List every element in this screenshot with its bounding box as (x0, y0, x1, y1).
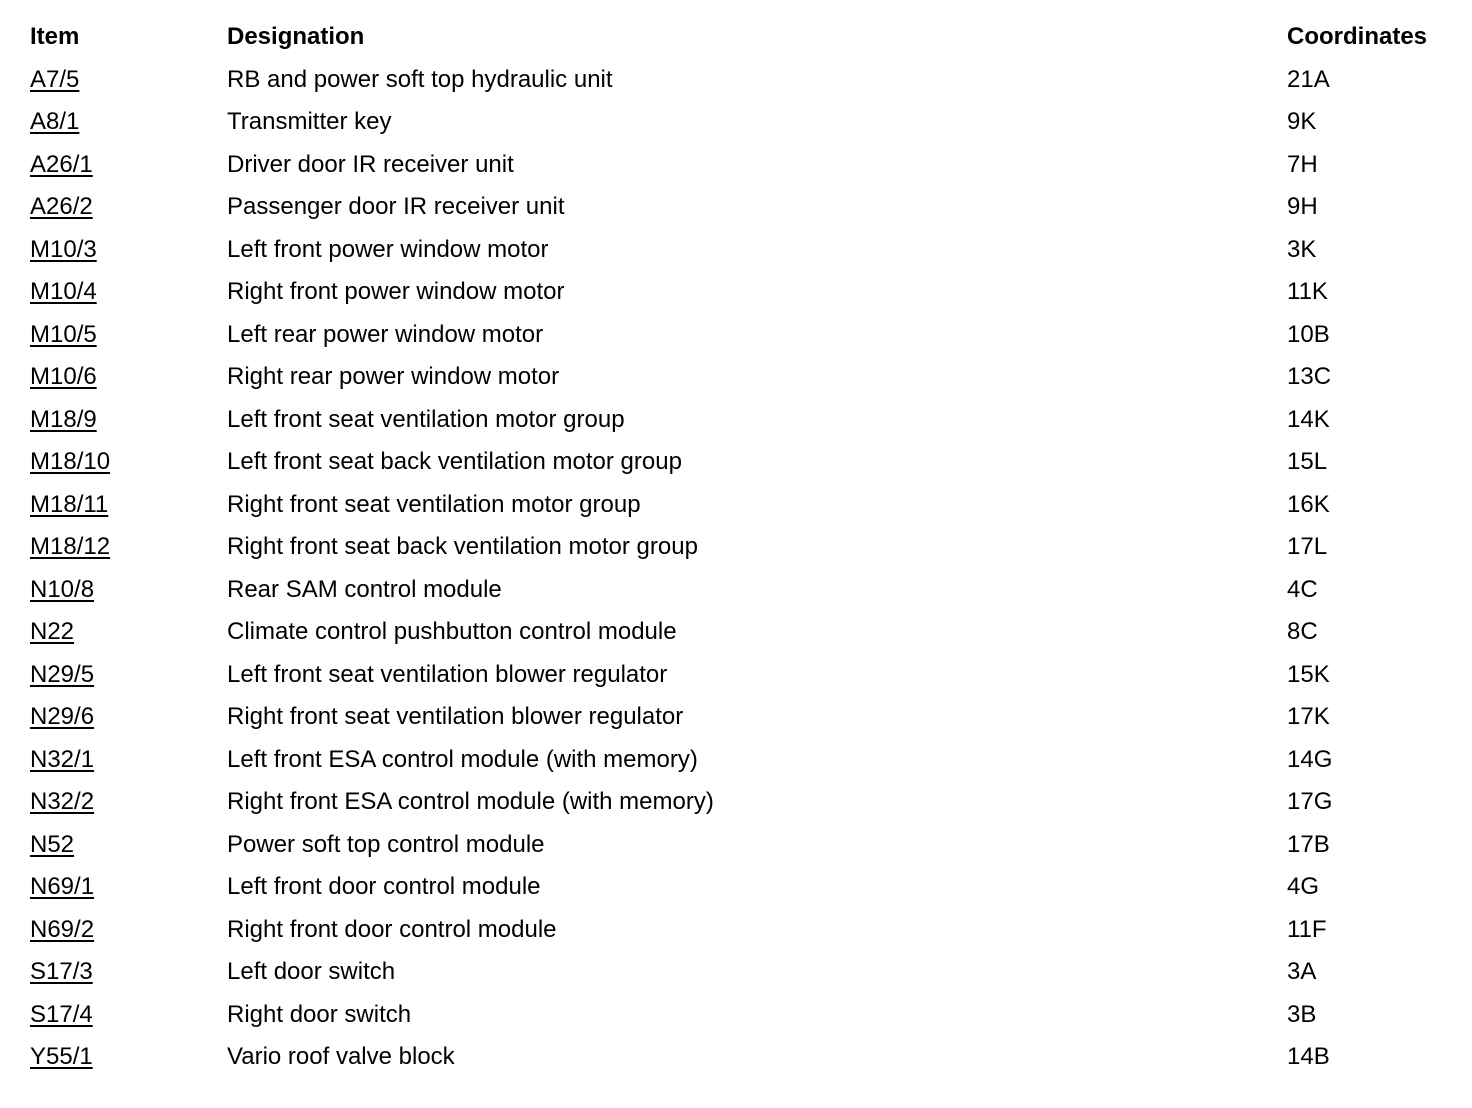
designation-cell: Climate control pushbutton control module (227, 618, 677, 645)
designation-cell: Passenger door IR receiver unit (227, 193, 565, 220)
designation-cell: Rear SAM control module (227, 575, 502, 603)
designation-cell: Right front door control module (227, 915, 557, 943)
designation-cell: Left front ESA control module (with memory) (227, 745, 698, 773)
coordinates-cell: 4G (1287, 873, 1320, 900)
item-link[interactable]: A26/2 (30, 193, 93, 220)
coordinates-cell: 8C (1287, 618, 1318, 645)
item-link[interactable]: M10/6 (30, 363, 97, 390)
coordinates-cell: 3B (1287, 1000, 1317, 1028)
table-row (30, 274, 1450, 317)
designation-cell: Right front seat ventilation blower regulator (227, 703, 684, 730)
table-row (30, 444, 1450, 487)
table-header (30, 19, 1450, 62)
coordinates-cell: 14G (1287, 745, 1333, 773)
table-row (30, 742, 1450, 785)
table-row (30, 402, 1450, 445)
table-row (30, 699, 1450, 742)
coordinates-cell: 17B (1287, 830, 1330, 858)
coordinates-cell: 17K (1287, 703, 1330, 730)
table-row (30, 827, 1450, 870)
table-row (30, 317, 1450, 360)
table-row (30, 189, 1450, 232)
designation-cell: Left front door control module (227, 873, 541, 900)
designation-cell: Vario roof valve block (227, 1043, 455, 1070)
item-link[interactable]: A8/1 (30, 108, 80, 135)
coordinates-cell: 14B (1287, 1043, 1330, 1070)
item-link[interactable]: N69/1 (30, 873, 95, 900)
item-link[interactable]: M18/12 (30, 533, 111, 560)
coordinates-cell: 15K (1287, 660, 1330, 688)
designation-cell: Power soft top control module (227, 830, 545, 858)
item-link[interactable]: M10/3 (30, 235, 97, 263)
header-designation: Designation (227, 23, 365, 50)
table-row (30, 657, 1450, 700)
designation-cell: Right front seat back ventilation motor group (227, 533, 698, 560)
item-link[interactable]: N10/8 (30, 575, 95, 603)
item-link[interactable]: N69/2 (30, 915, 95, 943)
designation-cell: Right door switch (227, 1000, 412, 1028)
item-link[interactable]: M18/10 (30, 448, 111, 475)
coordinates-cell: 17G (1287, 788, 1333, 815)
coordinates-cell: 16K (1287, 490, 1330, 518)
designation-cell: Left door switch (227, 958, 396, 985)
designation-cell: RB and power soft top hydraulic unit (227, 65, 613, 93)
table-row (30, 572, 1450, 615)
coordinates-cell: 10B (1287, 320, 1330, 348)
designation-cell: Transmitter key (227, 108, 392, 135)
item-link[interactable]: M18/11 (30, 490, 109, 518)
table-row (30, 614, 1450, 657)
item-link[interactable]: M18/9 (30, 405, 97, 433)
item-link[interactable]: A26/1 (30, 150, 93, 178)
table-row (30, 954, 1450, 997)
coordinates-cell: 9K (1287, 108, 1317, 135)
item-link[interactable]: N29/5 (30, 660, 95, 688)
item-link[interactable]: N52 (30, 830, 75, 858)
designation-cell: Left front seat back ventilation motor group (227, 448, 682, 475)
coordinates-cell: 7H (1287, 150, 1318, 178)
coordinates-cell: 3K (1287, 235, 1317, 263)
designation-cell: Left rear power window motor (227, 320, 544, 348)
item-link[interactable]: S17/3 (30, 958, 93, 985)
item-link[interactable]: Y55/1 (30, 1043, 93, 1070)
coordinates-cell: 13C (1287, 363, 1332, 390)
table-row (30, 147, 1450, 190)
item-link[interactable]: S17/4 (30, 1000, 93, 1028)
designation-cell: Left front seat ventilation blower regulator (227, 660, 668, 688)
coordinates-cell: 11K (1287, 278, 1328, 305)
coordinates-cell: 11F (1287, 915, 1327, 943)
coordinates-cell: 14K (1287, 405, 1330, 433)
item-link[interactable]: M10/4 (30, 278, 97, 305)
table-row (30, 869, 1450, 912)
coordinates-cell: 17L (1287, 533, 1328, 560)
table-row (30, 997, 1450, 1040)
header-coordinates: Coordinates (1287, 23, 1428, 50)
designation-cell: Driver door IR receiver unit (227, 150, 514, 178)
item-link[interactable]: N29/6 (30, 703, 95, 730)
table-row (30, 912, 1450, 955)
table-row (30, 359, 1450, 402)
item-link[interactable]: A7/5 (30, 65, 80, 93)
table-row (30, 104, 1450, 147)
table-row (30, 784, 1450, 827)
table-row (30, 1039, 1450, 1082)
designation-cell: Right front ESA control module (with memory) (227, 788, 714, 815)
item-link[interactable]: N22 (30, 618, 75, 645)
item-link[interactable]: N32/2 (30, 788, 95, 815)
table-row (30, 62, 1450, 105)
table-row (30, 487, 1450, 530)
coordinates-cell: 15L (1287, 448, 1328, 475)
table-row (30, 232, 1450, 275)
item-link[interactable]: M10/5 (30, 320, 97, 348)
item-link[interactable]: N32/1 (30, 745, 95, 773)
designation-cell: Left front seat ventilation motor group (227, 405, 625, 433)
coordinates-cell: 9H (1287, 193, 1318, 220)
designation-cell: Right front power window motor (227, 278, 565, 305)
coordinates-cell: 21A (1287, 65, 1330, 93)
designation-cell: Right rear power window motor (227, 363, 560, 390)
component-legend-table (30, 19, 1450, 1082)
header-item: Item (30, 23, 80, 50)
coordinates-cell: 3A (1287, 958, 1317, 985)
table-row (30, 529, 1450, 572)
coordinates-cell: 4C (1287, 575, 1318, 603)
designation-cell: Right front seat ventilation motor group (227, 490, 641, 518)
designation-cell: Left front power window motor (227, 235, 549, 263)
